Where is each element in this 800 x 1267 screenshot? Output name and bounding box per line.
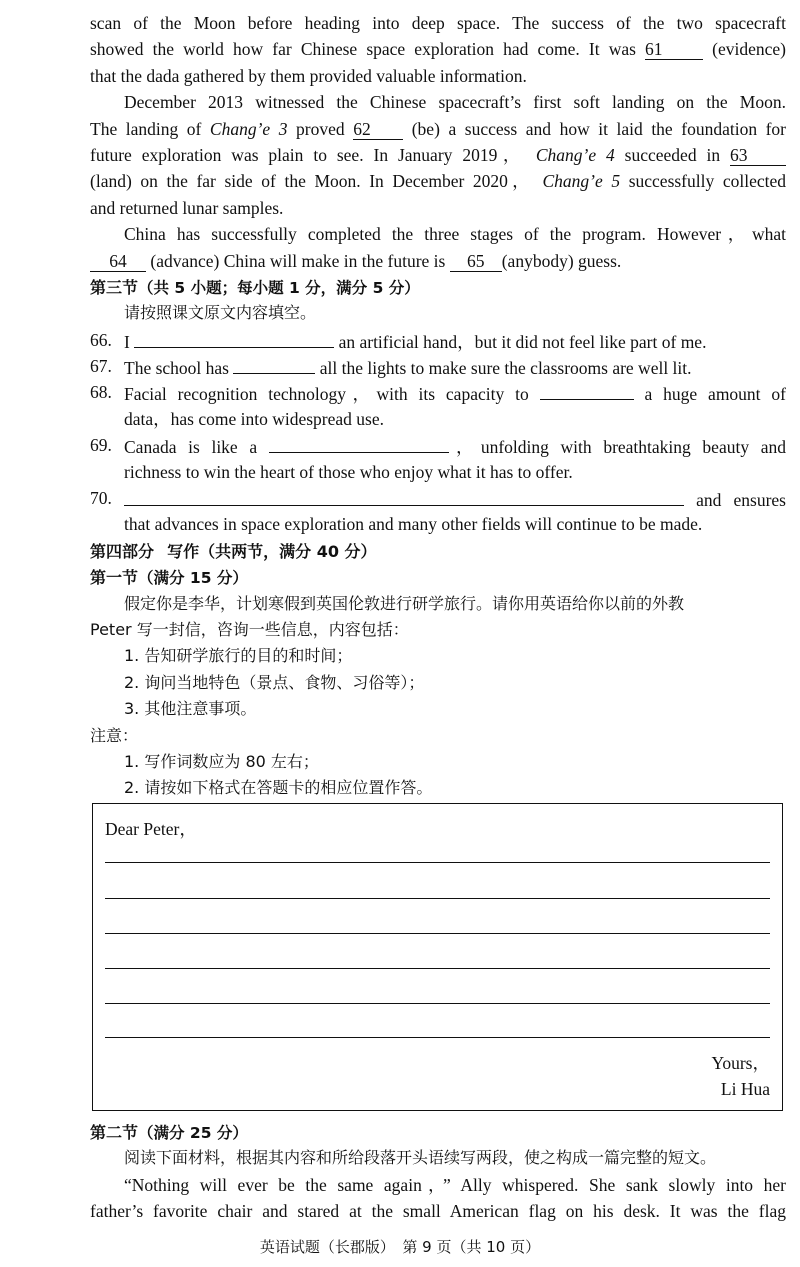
part-heading: 第四部分 写作（共两节，满分 40 分） <box>90 541 377 561</box>
blank-63: 63 <box>730 145 786 166</box>
question-70: 70. and ensures <box>90 485 786 511</box>
writing-line <box>105 933 770 934</box>
question-70-cont: that advances in space exploration and many other fields will continue to be made. <box>124 514 703 535</box>
section-heading: 第三节（共 5 小题；每小题 1 分，满分 5 分） <box>90 277 420 297</box>
passage-line: The landing of Chang’e 3 proved 62 (be) a success and how it laid the foundation for <box>90 118 787 139</box>
blank-61: 61 <box>645 39 703 60</box>
passage-line: and returned lunar samples. <box>90 197 284 218</box>
answer-blank <box>233 353 315 374</box>
writing-line <box>105 1037 770 1038</box>
passage-line: December 2013 witnessed the Chinese spacecraft’s first soft landing on the Moon. <box>124 92 786 113</box>
question-69-cont: richness to win the heart of those who enjoy what it has to offer. <box>124 461 573 482</box>
letter-box <box>92 803 783 1111</box>
instruction: 请按照课文原文内容填空。 <box>124 303 317 323</box>
section-heading: 第二节（满分 25 分） <box>90 1123 248 1142</box>
passage-line: future exploration was plain to see. In January 2019， Chang’e 4 succeeded in 63 <box>90 142 786 168</box>
writing-line <box>105 968 770 969</box>
question-68: 68. Facial recognition technology，with its capacity to a huge amount of <box>90 379 786 405</box>
task-line: Peter 写一封信，咨询一些信息，内容包括： <box>90 619 409 639</box>
passage-line: showed the world how far Chinese space exploration had come. It was 61 (evidence) <box>90 39 787 60</box>
writing-line <box>105 862 770 863</box>
question-66: 66. I an artificial hand，but it did not feel like part of me. <box>90 327 786 353</box>
task-item: 3. 其他注意事项。 <box>124 699 257 719</box>
letter-closing: Yours， <box>711 1053 770 1073</box>
passage-line: China has successfully completed the three stages of the program. However，what <box>124 224 786 245</box>
letter-signature: Li Hua <box>720 1079 770 1099</box>
letter-greeting: Dear Peter， <box>105 819 197 839</box>
task-line: 假定你是李华，计划寒假到英国伦敦进行研学旅行。请你用英语给你以前的外教 <box>124 593 685 613</box>
task-item: 2. 询问当地特色（景点、食物、习俗等）； <box>124 672 425 692</box>
passage-line: father’s favorite chair and stared at the small American flag on his desk. It was the flag <box>90 1201 786 1222</box>
question-69: 69. Canada is like a ，unfolding with breathtaking beauty and <box>90 432 786 458</box>
instruction: 阅读下面材料，根据其内容和所给段落开头语续写两段，使之构成一篇完整的短文。 <box>124 1148 717 1168</box>
passage-line: (land) on the far side of the Moon. In December 2020， Chang’e 5 successfully collected <box>90 171 786 192</box>
page-footer: 英语试题（长郡版） 第 9 页（共 10 页） <box>259 1238 541 1256</box>
blank-65: 65 <box>450 251 502 272</box>
question-67: 67. The school has all the lights to make sure the classrooms are well lit. <box>90 353 786 379</box>
blank-62: 62 <box>353 119 403 140</box>
writing-line <box>105 898 770 899</box>
answer-blank <box>269 432 449 453</box>
note-item: 1. 写作词数应为 80 左右； <box>124 751 319 771</box>
note-item: 2. 请按如下格式在答题卡的相应位置作答。 <box>124 778 433 798</box>
section-heading: 第一节（满分 15 分） <box>90 568 248 588</box>
answer-blank <box>134 327 334 348</box>
task-item: 1. 告知研学旅行的目的和时间； <box>124 646 353 666</box>
blank-64: 64 <box>90 251 146 272</box>
passage-line: that the dada gathered by them provided valuable information. <box>90 65 527 86</box>
answer-blank <box>124 485 684 506</box>
writing-line <box>105 1003 770 1004</box>
exam-page <box>90 10 786 802</box>
question-68-cont: data，has come into widespread use. <box>124 408 384 429</box>
writing-section-2 <box>90 1119 786 1225</box>
note-label: 注意： <box>90 725 139 745</box>
passage-line: scan of the Moon before heading into deep space. The success of the two spacecraft <box>90 13 786 33</box>
passage-line: “Nothing will ever be the same again，” Ally whispered. She sank slowly into her <box>124 1174 786 1195</box>
passage-line: 64 (advance) China will make in the future is 65 (anybody) guess. <box>90 248 786 274</box>
answer-blank <box>540 379 634 400</box>
